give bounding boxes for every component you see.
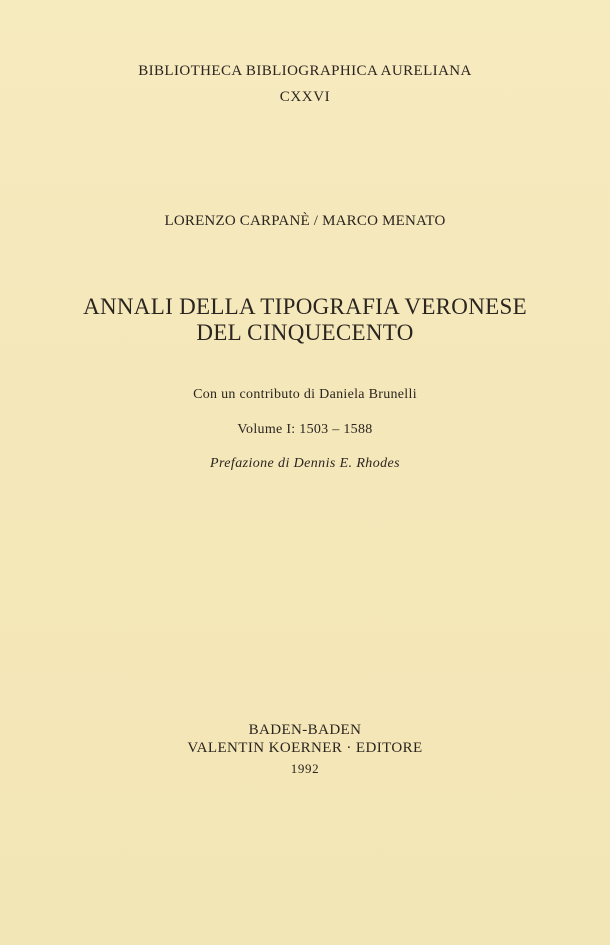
series-title: BIBLIOTHECA BIBLIOGRAPHICA AURELIANA bbox=[138, 63, 472, 79]
book-title-line-1: ANNALI DELLA TIPOGRAFIA VERONESE bbox=[83, 294, 527, 319]
imprint-publisher: VALENTIN KOERNER · EDITORE bbox=[187, 740, 423, 756]
imprint-place: BADEN-BADEN bbox=[248, 722, 362, 738]
book-title-line-2: DEL CINQUECENTO bbox=[196, 320, 414, 345]
authors: LORENZO CARPANÈ / MARCO MENATO bbox=[164, 213, 446, 229]
contribution-note: Con un contributo di Daniela Brunelli bbox=[193, 387, 417, 402]
preface-note: Prefazione di Dennis E. Rhodes bbox=[210, 456, 400, 471]
volume-info: Volume I: 1503 – 1588 bbox=[237, 422, 373, 437]
series-number: CXXVI bbox=[279, 89, 331, 105]
imprint-year: 1992 bbox=[290, 761, 320, 776]
